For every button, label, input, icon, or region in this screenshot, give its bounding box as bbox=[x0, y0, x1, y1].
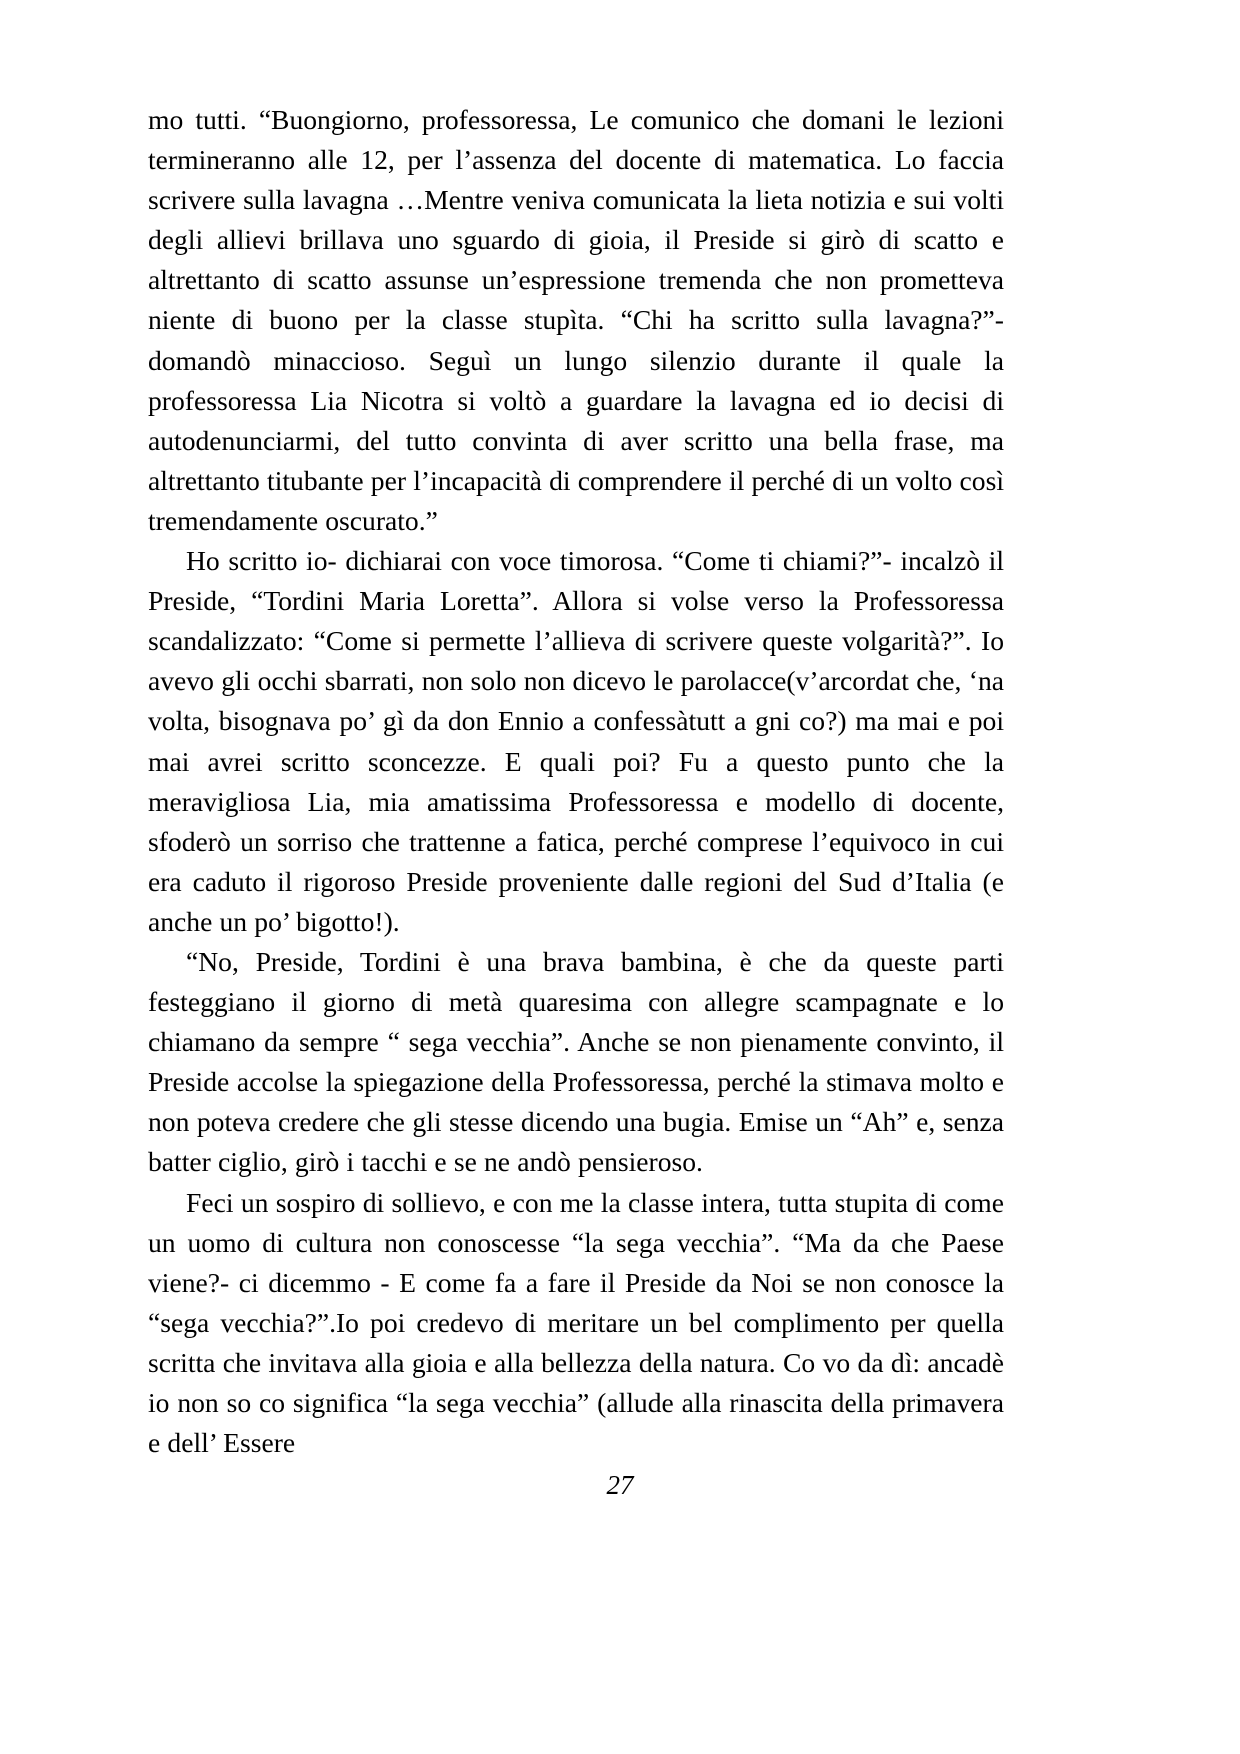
body-text-column bbox=[148, 100, 1004, 1463]
paragraph: Feci un sospiro di sollievo, e con me la classe intera, tutta stupita di come un uomo di cultura non conoscesse “la sega vecchia”. “Ma da che Paese viene?- ci dicemmo - E come fa a fare il Preside da Noi se non conosce la “sega vecchia?”.Io poi credevo di meritare un bel complimento per quella scritta che invitava alla gioia e alla bellezza della natura. Co vo da dì: ancadè io non so co significa “la sega vecchia” (allude alla rinascita della primavera e dell’ Essere bbox=[148, 1186, 1004, 1459]
paragraph: “No, Preside, Tordini è una brava bambina, è che da queste parti festeggiano il giorno di metà quaresima con allegre scampagnate e lo chiamano da sempre “ sega vecchia”. Anche se non pienamente convinto, il Preside accolse la spiegazione della Professoressa, perché la stimava molto e non poteva credere che gli stesse dicendo una bugia. Emise un “Ah” e, senza batter ciglio, girò i tacchi e se ne andò pensieroso. bbox=[148, 945, 1004, 1178]
paragraph: Ho scritto io- dichiarai con voce timorosa. “Come ti chiami?”- incalzò il Preside, “Tordini Maria Loretta”. Allora si volse verso la Professoressa scandalizzato: “Come si permette l’allieva di scrivere queste volgarità?”. Io avevo gli occhi sbarrati, non solo non dicevo le parolacce(v’arcordat che, ‘na volta, bisognava po’ gì da don Ennio a confessàtutt a gni co?) ma mai e poi mai avrei scritto sconcezze. E quali poi? Fu a questo punto che la meravigliosa Lia, mia amatissima Professoressa e modello di docente, sfoderò un sorriso che trattenne a fatica, perché comprese l’equivoco in cui era caduto il rigoroso Preside proveniente dalle regioni del Sud d’Italia (e anche un po’ bigotto!). bbox=[148, 545, 1004, 937]
page-number: 27 bbox=[606, 1470, 634, 1500]
paragraph: mo tutti. “Buongiorno, professoressa, Le comunico che domani le lezioni termineranno alle 12, per l’assenza del docente di matematica. Lo faccia scrivere sulla lavagna …Mentre veniva comunicata la lieta notizia e sui volti degli allievi brillava uno sguardo di gioia, il Preside si girò di scatto e altrettanto di scatto assunse un’espressione tremenda che non prometteva niente di buono per la classe stupìta. “Chi ha scritto sulla lavagna?”- domandò minaccioso. Seguì un lungo silenzio durante il quale la professoressa Lia Nicotra si voltò a guardare la lavagna ed io decisi di autodenunciarmi, del tutto convinta di aver scritto una bella frase, ma altrettanto titubante per l’incapacità di comprendere il perché di un volto così tremendamente oscurato.” bbox=[148, 104, 1004, 536]
